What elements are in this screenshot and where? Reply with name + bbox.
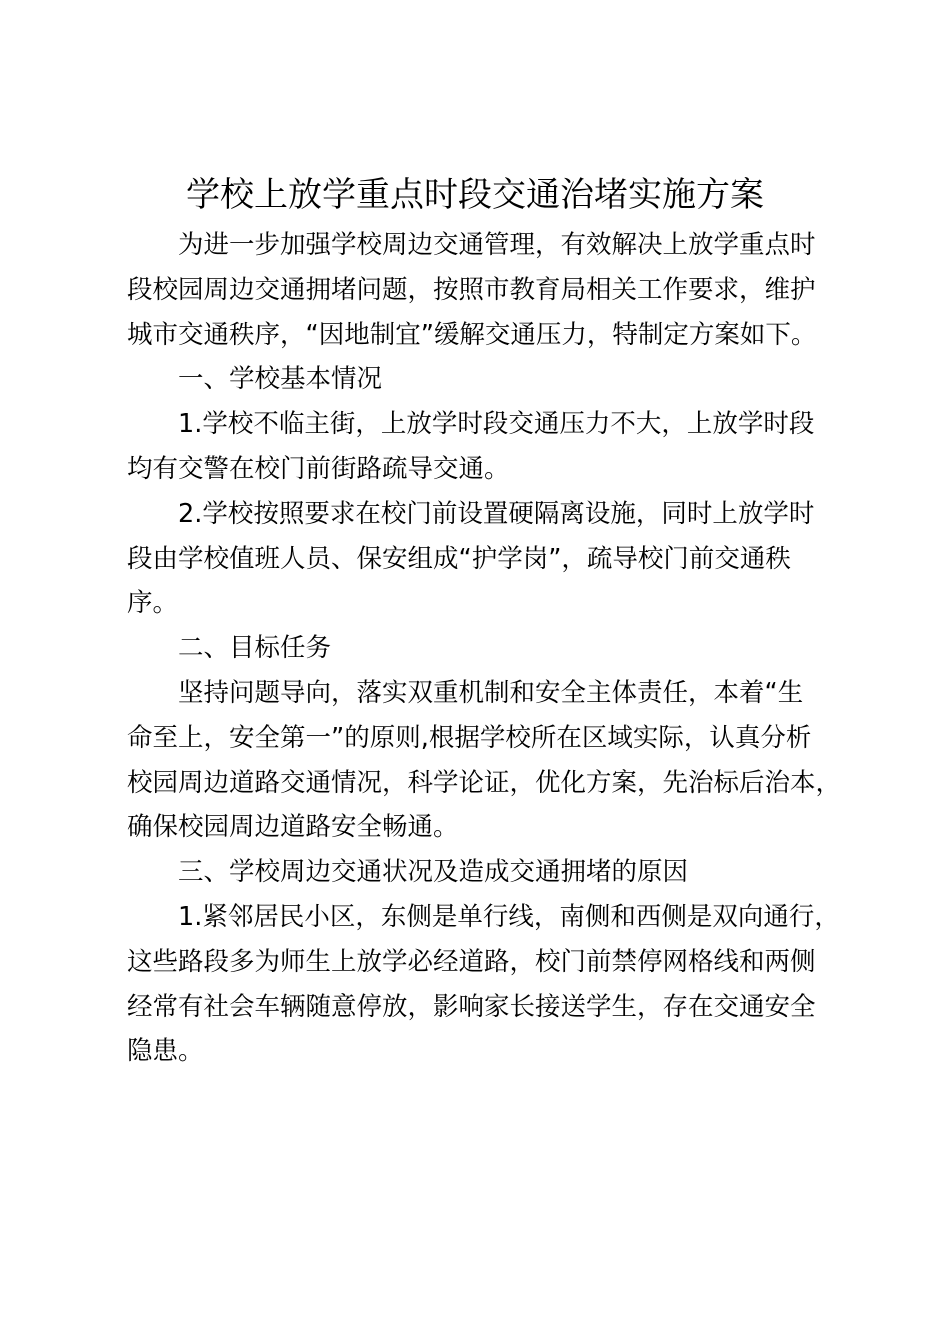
paragraph-line-7: 2.学校按照要求在校门前设置硬隔离设施，同时上放学时 bbox=[178, 499, 815, 529]
paragraph-line-5: 1.学校不临主街，上放学时段交通压力不大，上放学时段 bbox=[178, 409, 815, 439]
section-heading-1: 一、学校基本情况 bbox=[178, 364, 383, 394]
paragraph-line-19: 隐患。 bbox=[127, 1036, 204, 1066]
section-heading-3: 三、学校周边交通状况及造成交通拥堵的原因 bbox=[178, 857, 689, 887]
paragraph-line-14: 确保校园周边道路安全畅通。 bbox=[127, 812, 459, 842]
paragraph-line-1: 为进一步加强学校周边交通管理，有效解决上放学重点时 bbox=[178, 230, 816, 260]
paragraph-line-13: 校园周边道路交通情况，科学论证，优化方案，先治标后治本， bbox=[127, 768, 842, 798]
paragraph-line-2: 段校园周边交通拥堵问题，按照市教育局相关工作要求，维护 bbox=[127, 275, 816, 305]
section-heading-2: 二、目标任务 bbox=[178, 633, 332, 663]
paragraph-line-9: 序。 bbox=[127, 588, 179, 618]
paragraph-line-18: 经常有社会车辆随意停放，影响家长接送学生，存在交通安全 bbox=[127, 992, 816, 1022]
document-title: 学校上放学重点时段交通治堵实施方案 bbox=[186, 175, 764, 215]
paragraph-line-17: 这些路段多为师生上放学必经道路，校门前禁停网格线和两侧 bbox=[127, 947, 816, 977]
paragraph-line-16: 1.紧邻居民小区，东侧是单行线，南侧和西侧是双向通行， bbox=[178, 902, 840, 932]
paragraph-line-3: 城市交通秩序，“因地制宜”缓解交通压力，特制定方案如下。 bbox=[127, 320, 817, 350]
paragraph-line-12: 命至上，安全第一”的原则,根据学校所在区域实际，认真分析 bbox=[127, 723, 812, 753]
paragraph-line-8: 段由学校值班人员、保安组成“护学岗”，疏导校门前交通秩 bbox=[127, 544, 791, 574]
paragraph-line-6: 均有交警在校门前街路疏导交通。 bbox=[127, 454, 510, 484]
paragraph-line-11: 坚持问题导向，落实双重机制和安全主体责任，本着“生 bbox=[178, 678, 804, 708]
